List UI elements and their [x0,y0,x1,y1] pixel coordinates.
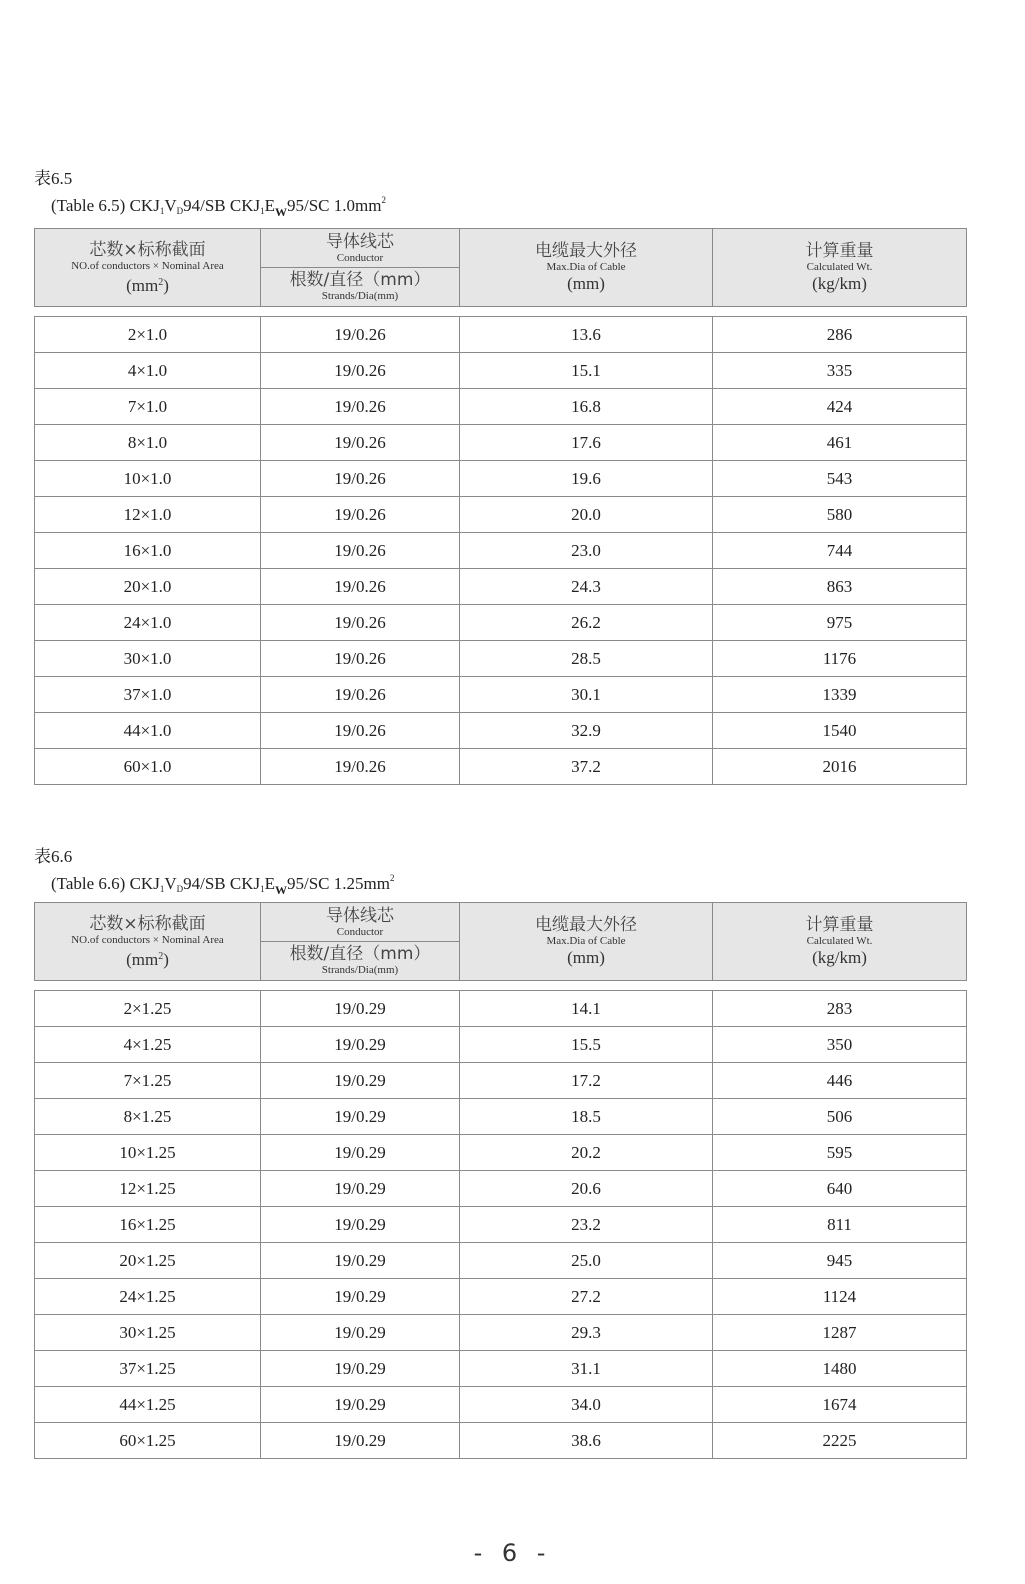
table-row [35,1099,967,1135]
cell-weight: 350 [713,1027,967,1063]
cell-strands-dia: 19/0.29 [261,1171,460,1207]
cell-cores-area: 16×1.0 [35,533,261,569]
page-number: - 6 - [473,1539,552,1567]
cell-weight: 286 [713,317,967,353]
cell-weight: 1540 [713,713,967,749]
cell-strands-dia: 19/0.29 [261,1351,460,1387]
cell-max-dia: 37.2 [460,749,713,785]
cell-cores-area: 12×1.0 [35,497,261,533]
cell-cores-area: 10×1.25 [35,1135,261,1171]
table-row [35,605,967,641]
table-row [35,389,967,425]
cell-max-dia: 30.1 [460,677,713,713]
cell-max-dia: 34.0 [460,1387,713,1423]
cell-weight: 446 [713,1063,967,1099]
header-weight: 计算重量 Calculated Wt. (kg/km) [713,229,967,307]
table-row [35,641,967,677]
cell-cores-area: 24×1.0 [35,605,261,641]
cell-weight: 424 [713,389,967,425]
table-label: 表6.6 [34,847,73,866]
header-weight: 计算重量 Calculated Wt. (kg/km) [713,903,967,981]
header-max-dia: 电缆最大外径 Max.Dia of Cable (mm) [460,903,713,981]
table-row [35,497,967,533]
cell-weight: 543 [713,461,967,497]
table-header [34,228,967,307]
cell-weight: 744 [713,533,967,569]
table-subtitle: (Table 6.6) $CKJ_1V_D94/SB$ $CKJ_1E_W95/SC$ $1.25mm^2$ [51,873,395,897]
cell-cores-area: 44×1.0 [35,713,261,749]
cell-max-dia: 20.6 [460,1171,713,1207]
table-row [35,1423,967,1459]
table-row [35,749,967,785]
cell-max-dia: 18.5 [460,1099,713,1135]
cell-strands-dia: 19/0.26 [261,677,460,713]
cell-weight: 975 [713,605,967,641]
cell-strands-dia: 19/0.29 [261,1135,460,1171]
table-body [34,316,967,785]
cell-strands-dia: 19/0.26 [261,713,460,749]
cell-max-dia: 29.3 [460,1315,713,1351]
cell-strands-dia: 19/0.26 [261,425,460,461]
cell-max-dia: 14.1 [460,991,713,1027]
cell-strands-dia: 19/0.26 [261,605,460,641]
cell-cores-area: 16×1.25 [35,1207,261,1243]
cell-cores-area: 7×1.0 [35,389,261,425]
cell-max-dia: 20.0 [460,497,713,533]
table-row [35,1207,967,1243]
cell-strands-dia: 19/0.29 [261,1027,460,1063]
table-row [35,991,967,1027]
cell-cores-area: 24×1.25 [35,1279,261,1315]
header-cores-area: 芯数×标称截面 NO.of conductors × Nominal Area $(mm^2)$ [35,229,261,307]
table-row [35,1063,967,1099]
table-row [35,1135,967,1171]
cell-cores-area: 2×1.0 [35,317,261,353]
cell-weight: 1176 [713,641,967,677]
cell-strands-dia: 19/0.29 [261,1423,460,1459]
cell-strands-dia: 19/0.29 [261,1207,460,1243]
table-row [35,533,967,569]
table-label: 表6.5 [34,169,73,188]
cell-cores-area: 8×1.25 [35,1099,261,1135]
cell-weight: 945 [713,1243,967,1279]
cell-strands-dia: 19/0.26 [261,497,460,533]
cell-cores-area: 30×1.0 [35,641,261,677]
cell-max-dia: 32.9 [460,713,713,749]
table-row [35,1171,967,1207]
cell-max-dia: 16.8 [460,389,713,425]
cell-strands-dia: 19/0.26 [261,749,460,785]
table-row [35,1027,967,1063]
cell-weight: 1674 [713,1387,967,1423]
cell-strands-dia: 19/0.26 [261,569,460,605]
cell-weight: 2225 [713,1423,967,1459]
cell-max-dia: 25.0 [460,1243,713,1279]
cell-weight: 2016 [713,749,967,785]
cell-cores-area: 37×1.25 [35,1351,261,1387]
header-cores-area: 芯数×标称截面 NO.of conductors × Nominal Area $(mm^2)$ [35,903,261,981]
cell-max-dia: 20.2 [460,1135,713,1171]
cell-cores-area: 4×1.25 [35,1027,261,1063]
cell-max-dia: 27.2 [460,1279,713,1315]
cell-strands-dia: 19/0.29 [261,1063,460,1099]
table-body [34,990,967,1459]
table-row [35,1351,967,1387]
cell-strands-dia: 19/0.26 [261,389,460,425]
cell-cores-area: 8×1.0 [35,425,261,461]
cell-weight: 640 [713,1171,967,1207]
cell-strands-dia: 19/0.26 [261,317,460,353]
cell-cores-area: 10×1.0 [35,461,261,497]
cell-cores-area: 4×1.0 [35,353,261,389]
cell-weight: 1339 [713,677,967,713]
table-subtitle: (Table 6.5) $CKJ_1V_D94/SB$ $CKJ_1E_W95/SC$ $1.0mm^2$ [51,195,386,219]
cell-weight: 283 [713,991,967,1027]
cell-weight: 506 [713,1099,967,1135]
cell-strands-dia: 19/0.29 [261,1315,460,1351]
table-row [35,317,967,353]
table-row [35,569,967,605]
cell-max-dia: 31.1 [460,1351,713,1387]
cell-cores-area: 7×1.25 [35,1063,261,1099]
cell-max-dia: 23.2 [460,1207,713,1243]
cell-strands-dia: 19/0.29 [261,991,460,1027]
cell-cores-area: 12×1.25 [35,1171,261,1207]
cell-cores-area: 2×1.25 [35,991,261,1027]
cell-weight: 1287 [713,1315,967,1351]
cell-strands-dia: 19/0.29 [261,1099,460,1135]
table-row [35,1243,967,1279]
cell-weight: 863 [713,569,967,605]
cell-max-dia: 13.6 [460,317,713,353]
cell-cores-area: 37×1.0 [35,677,261,713]
cell-max-dia: 26.2 [460,605,713,641]
cell-max-dia: 19.6 [460,461,713,497]
cell-strands-dia: 19/0.29 [261,1279,460,1315]
table-row [35,461,967,497]
cell-strands-dia: 19/0.26 [261,533,460,569]
cell-max-dia: 38.6 [460,1423,713,1459]
cell-max-dia: 23.0 [460,533,713,569]
cell-strands-dia: 19/0.29 [261,1387,460,1423]
cell-weight: 1124 [713,1279,967,1315]
table-row [35,353,967,389]
cell-max-dia: 28.5 [460,641,713,677]
table-row [35,1279,967,1315]
cell-cores-area: 20×1.0 [35,569,261,605]
table-row [35,677,967,713]
cell-weight: 595 [713,1135,967,1171]
cell-weight: 1480 [713,1351,967,1387]
cell-max-dia: 24.3 [460,569,713,605]
cell-strands-dia: 19/0.29 [261,1243,460,1279]
cell-strands-dia: 19/0.26 [261,353,460,389]
cell-cores-area: 30×1.25 [35,1315,261,1351]
cell-cores-area: 60×1.0 [35,749,261,785]
cell-weight: 580 [713,497,967,533]
table-row [35,1387,967,1423]
cell-weight: 335 [713,353,967,389]
cell-weight: 811 [713,1207,967,1243]
cell-max-dia: 17.2 [460,1063,713,1099]
table-row [35,1315,967,1351]
header-conductor: 导体线芯 Conductor 根数/直径（mm） Strands/Dia(mm) [261,903,460,981]
header-conductor: 导体线芯 Conductor 根数/直径（mm） Strands/Dia(mm) [261,229,460,307]
cell-cores-area: 20×1.25 [35,1243,261,1279]
table-row [35,425,967,461]
cell-max-dia: 15.1 [460,353,713,389]
header-max-dia: 电缆最大外径 Max.Dia of Cable (mm) [460,229,713,307]
table-row [35,713,967,749]
cell-cores-area: 60×1.25 [35,1423,261,1459]
cell-max-dia: 15.5 [460,1027,713,1063]
cell-strands-dia: 19/0.26 [261,461,460,497]
cell-max-dia: 17.6 [460,425,713,461]
cell-cores-area: 44×1.25 [35,1387,261,1423]
cell-weight: 461 [713,425,967,461]
cell-strands-dia: 19/0.26 [261,641,460,677]
table-header [34,902,967,981]
